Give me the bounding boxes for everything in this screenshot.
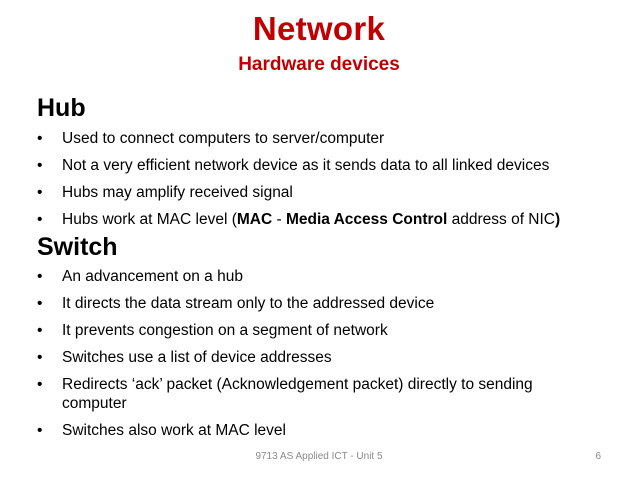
list-item-text: Not a very efficient network device as it sends data to all linked devices — [62, 157, 550, 174]
list-item-text: It prevents congestion on a segment of network — [62, 322, 388, 339]
bullet-icon: • — [37, 422, 43, 439]
switch-heading: Switch — [37, 233, 118, 261]
list-item — [37, 183, 617, 202]
bullet-icon: • — [37, 349, 43, 366]
list-item — [37, 129, 617, 148]
bullet-icon: • — [37, 211, 43, 228]
bullet-icon: • — [37, 322, 43, 339]
list-item-text: Hubs may amplify received signal — [62, 184, 293, 201]
list-item — [37, 156, 617, 175]
closing-paren: ) — [555, 211, 561, 228]
list-item — [37, 348, 617, 367]
mac-acronym: MAC — [236, 211, 273, 228]
text-run: Hubs work at MAC level ( — [62, 211, 237, 228]
switch-bullet-list — [37, 267, 617, 448]
list-item-text: Used to connect computers to server/computer — [62, 130, 385, 147]
bullet-icon: • — [37, 184, 43, 201]
bullet-icon: • — [37, 376, 43, 393]
page-number: 6 — [595, 451, 601, 462]
list-item-text: An advancement on a hub — [62, 268, 243, 285]
list-item-text: Redirects ‘ack’ packet (Acknowledgement packet) directly to sending computer — [62, 376, 533, 412]
text-run: address of NIC — [447, 211, 555, 228]
list-item-text — [62, 211, 560, 228]
bullet-icon: • — [37, 268, 43, 285]
bullet-icon: • — [37, 130, 43, 147]
list-item — [37, 375, 582, 413]
list-item — [37, 294, 617, 313]
bullet-icon: • — [37, 157, 43, 174]
list-item — [37, 210, 617, 229]
slide-footer: 9713 AS Applied ICT - Unit 5 — [255, 451, 383, 462]
bullet-icon: • — [37, 295, 43, 312]
hub-heading: Hub — [37, 94, 86, 122]
slide-title: Network — [252, 10, 386, 47]
list-item — [37, 321, 617, 340]
list-item-text: Switches use a list of device addresses — [62, 349, 332, 366]
text-run: - — [272, 211, 286, 228]
slide-subtitle: Hardware devices — [238, 54, 400, 75]
list-item — [37, 421, 617, 440]
mac-expansion: Media Access Control — [285, 211, 448, 228]
list-item — [37, 267, 617, 286]
hub-bullet-list — [37, 129, 617, 237]
list-item-text: Switches also work at MAC level — [62, 422, 286, 439]
list-item-text: It directs the data stream only to the addressed device — [62, 295, 435, 312]
